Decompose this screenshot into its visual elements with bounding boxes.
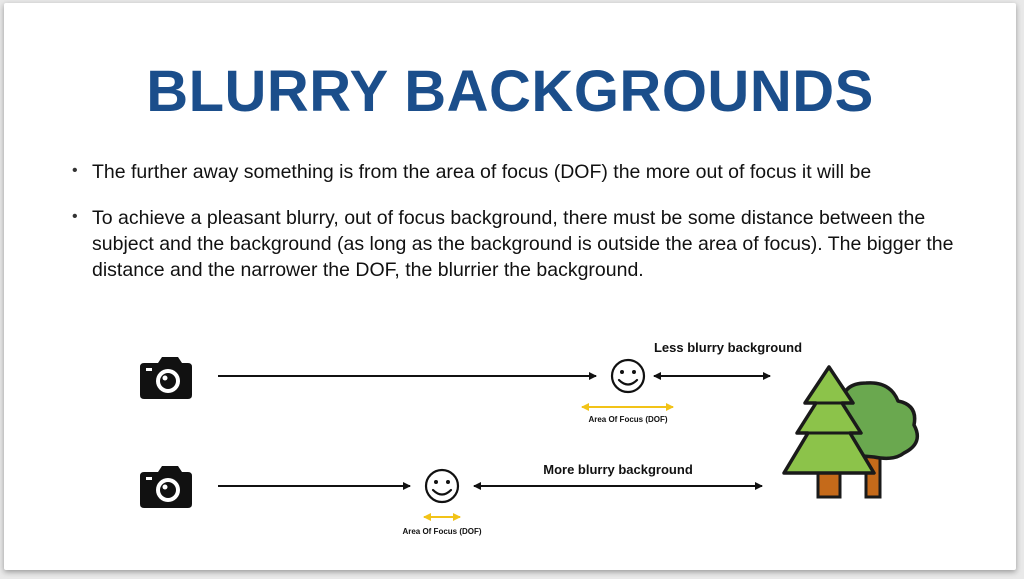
less-blurry-label: Less blurry background xyxy=(653,340,803,355)
dof-label: Area Of Focus (DOF) xyxy=(588,415,668,424)
bullet-dot: • xyxy=(72,162,78,179)
dof-diagram xyxy=(4,3,1016,570)
camera-icon xyxy=(140,357,192,399)
bullet-dot: • xyxy=(72,208,78,225)
camera-icon xyxy=(140,466,192,508)
trees-icon xyxy=(784,367,917,497)
more-blurry-label: More blurry background xyxy=(543,462,693,477)
slide xyxy=(4,3,1016,570)
slide-title: BLURRY BACKGROUNDS xyxy=(146,59,874,124)
bullet-text: The further away something is from the area of focus (DOF) the more out of focus it will be xyxy=(92,161,872,183)
smiley-face-icon xyxy=(612,360,644,392)
smiley-face-icon xyxy=(426,470,458,502)
dof-label: Area Of Focus (DOF) xyxy=(402,527,482,536)
bullet-text: To achieve a pleasant blurry, out of focus background, there must be some distance between the subject and the background (as long as the background is outside the area of focus). The bigger the distance and the narrower the DOF, the blurrier the background. xyxy=(92,207,954,281)
